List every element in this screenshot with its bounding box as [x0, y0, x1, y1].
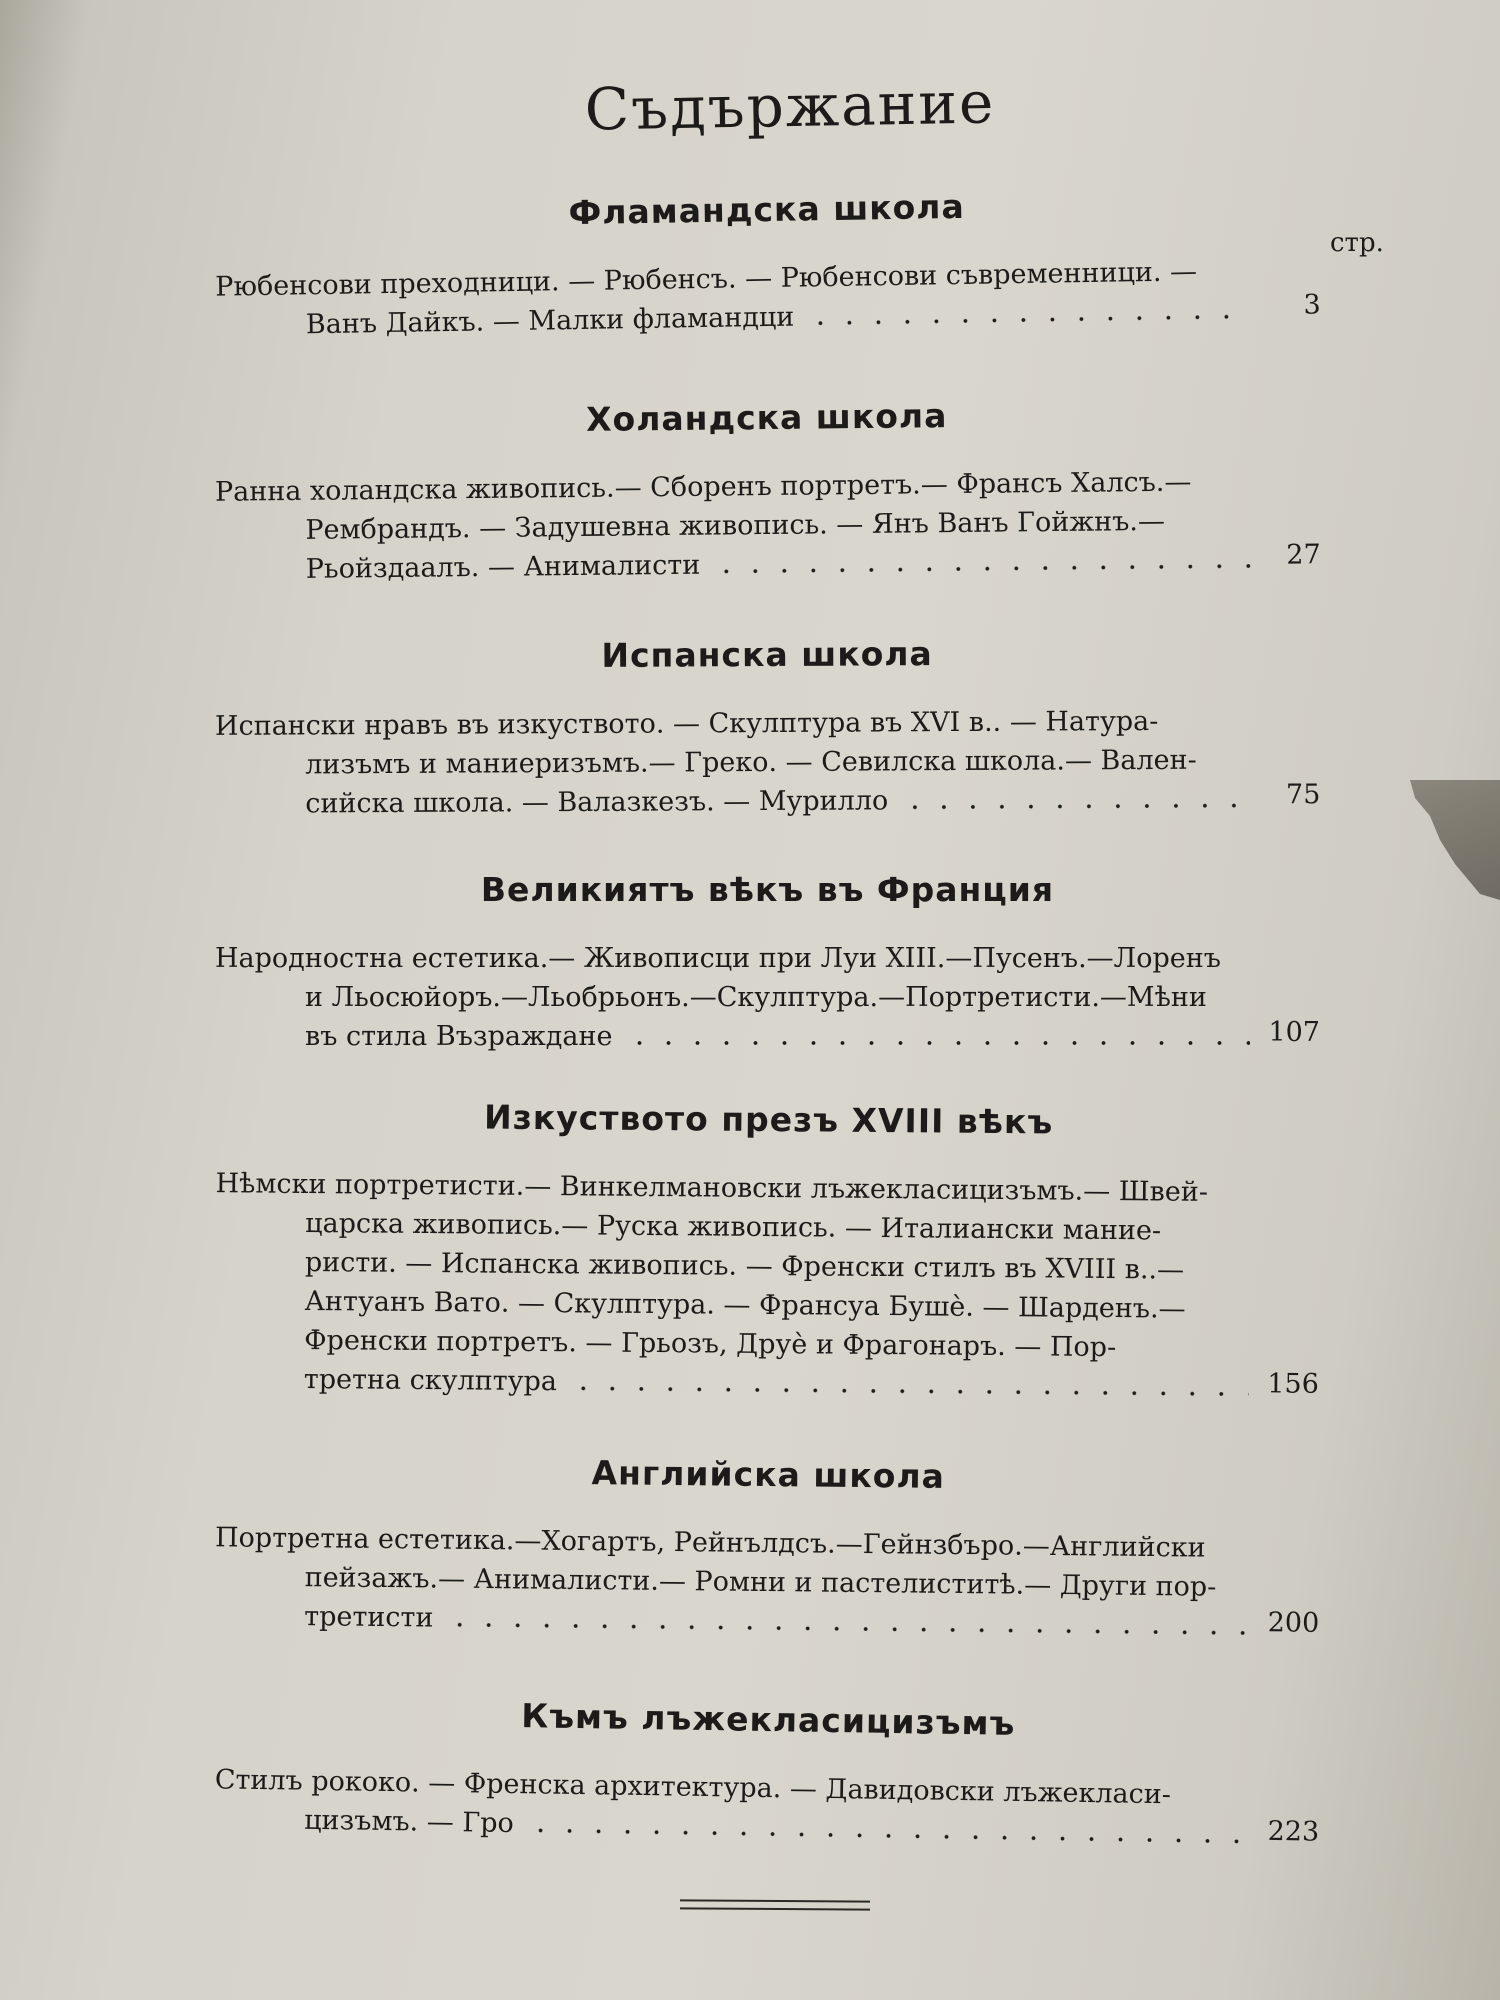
- toc-entry: [215, 461, 1321, 590]
- dot-leader: [526, 1828, 1249, 1843]
- entry-line: пейзажъ.— Анималисти.— Ромни и пастелиститѣ.— Други пор-: [304, 1562, 1217, 1603]
- toc-section-spanish: [215, 632, 1321, 824]
- entry-line-text: Рьойздаалъ. — Анималисти: [305, 549, 701, 585]
- dot-leader: [806, 314, 1251, 325]
- section-heading: Великиятъ вѣкъ въ Франция: [480, 870, 1055, 909]
- section-heading: Къмъ лъжекласицизъмъ: [521, 1696, 1016, 1743]
- closing-double-rule: [680, 1899, 870, 1910]
- entry-line: царска живопись.— Руска живопись. — Италиански мание-: [305, 1207, 1162, 1247]
- entry-line: Портретна естетика.—Хогартъ, Рейнълдсъ.—Гейнзбъро.—Английски: [214, 1522, 1206, 1564]
- toc-entry: [214, 1760, 1320, 1855]
- toc-entry: [214, 1164, 1321, 1408]
- section-heading: Фламандска школа: [568, 186, 965, 233]
- toc-section-18th-century: [214, 1095, 1322, 1408]
- toc-section-france: [215, 870, 1320, 1056]
- page-number: 3: [1303, 289, 1321, 321]
- page-number: 27: [1286, 539, 1321, 571]
- section-heading: Изкуството презъ XVIII вѣкъ: [483, 1097, 1054, 1142]
- page-title: Съдържание: [584, 68, 996, 144]
- page-number: 156: [1267, 1368, 1319, 1400]
- section-heading: Холандска школа: [585, 396, 948, 439]
- toc-entry: [215, 250, 1321, 345]
- entry-line: Рюбенсови преходници. — Рюбенсъ. — Рюбенсови съвременници. —: [215, 256, 1198, 303]
- entry-line: и Льосюйоръ.—Льобрьонъ.—Скулптура.—Портретисти.—Мѣни: [305, 982, 1207, 1013]
- entry-line: Нѣмски портретисти.— Винкелмановски лъжекласицизъмъ.— Швей-: [215, 1168, 1209, 1208]
- section-heading: Испанска школа: [601, 634, 933, 675]
- toc-section-flemish: [214, 181, 1321, 345]
- page-number: 200: [1267, 1607, 1320, 1639]
- entry-line: Стилъ рококо. — Френска архитектура. — Давидовски лъжекласи-: [214, 1764, 1172, 1811]
- entry-line: Антуанъ Вато. — Скулптура. — Франсуа Бушѐ. — Шарденъ.—: [304, 1285, 1186, 1325]
- toc-section-english: [214, 1449, 1321, 1647]
- dot-leader: [900, 803, 1250, 809]
- toc-section-neoclassicism: [214, 1691, 1321, 1855]
- toc-section-dutch: [214, 392, 1321, 590]
- entry-line: Народностна естетика.— Живописци при Луи XIII.—Пусенъ.—Лоренъ: [215, 943, 1221, 974]
- entry-line-text: Ванъ Дайкъ. — Малки фламандци: [305, 301, 795, 341]
- entry-line-text: третисти: [304, 1601, 434, 1634]
- page-column-label: стр.: [1330, 228, 1384, 258]
- page-number: 75: [1285, 779, 1321, 811]
- entry-line-text: сийска школа. — Валазкезъ. — Мурилло: [305, 785, 889, 820]
- toc-entry: [215, 701, 1321, 824]
- entry-line: Френски портретъ. — Грьозъ, Друѐ и Фрагонаръ. — Пор-: [304, 1324, 1117, 1364]
- dot-leader: [569, 1386, 1249, 1396]
- entry-line-last: [214, 1359, 1319, 1408]
- page-number: 223: [1267, 1815, 1320, 1848]
- entry-line: Испански нравъ въ изкуството. — Скулптура въ XVI в.. — Натура-: [214, 705, 1159, 742]
- dot-leader: [445, 1623, 1249, 1635]
- dot-leader: [712, 564, 1251, 574]
- torn-page-edge: [1400, 780, 1500, 900]
- entry-line: ристи. — Испанска живопись. — Френски стилъ въ XVIII в..—: [304, 1246, 1185, 1286]
- section-heading: Английска школа: [591, 1453, 946, 1496]
- entry-line-text: въ стила Възраждане: [305, 1021, 613, 1052]
- page-number: 107: [1268, 1017, 1320, 1048]
- toc-entry: [214, 1518, 1320, 1647]
- entry-line: Ранна холандска живопись.— Сборенъ портретъ.— Франсъ Халсъ.—: [214, 466, 1192, 508]
- entry-line-last: [215, 1017, 1320, 1056]
- entry-line-last: [215, 779, 1320, 824]
- entry-line: Рембрандъ. — Задушевна живопись. — Янъ Ванъ Гойжнъ.—: [305, 505, 1166, 546]
- entry-line-text: третна скулптура: [303, 1363, 558, 1398]
- dot-leader: [625, 1041, 1250, 1045]
- toc-entry: [215, 939, 1320, 1056]
- entry-line: лизъмъ и маниеризъмъ.— Греко. — Севилска школа.— Вален-: [305, 744, 1197, 781]
- entry-line-text: цизъмъ. — Гро: [303, 1804, 515, 1840]
